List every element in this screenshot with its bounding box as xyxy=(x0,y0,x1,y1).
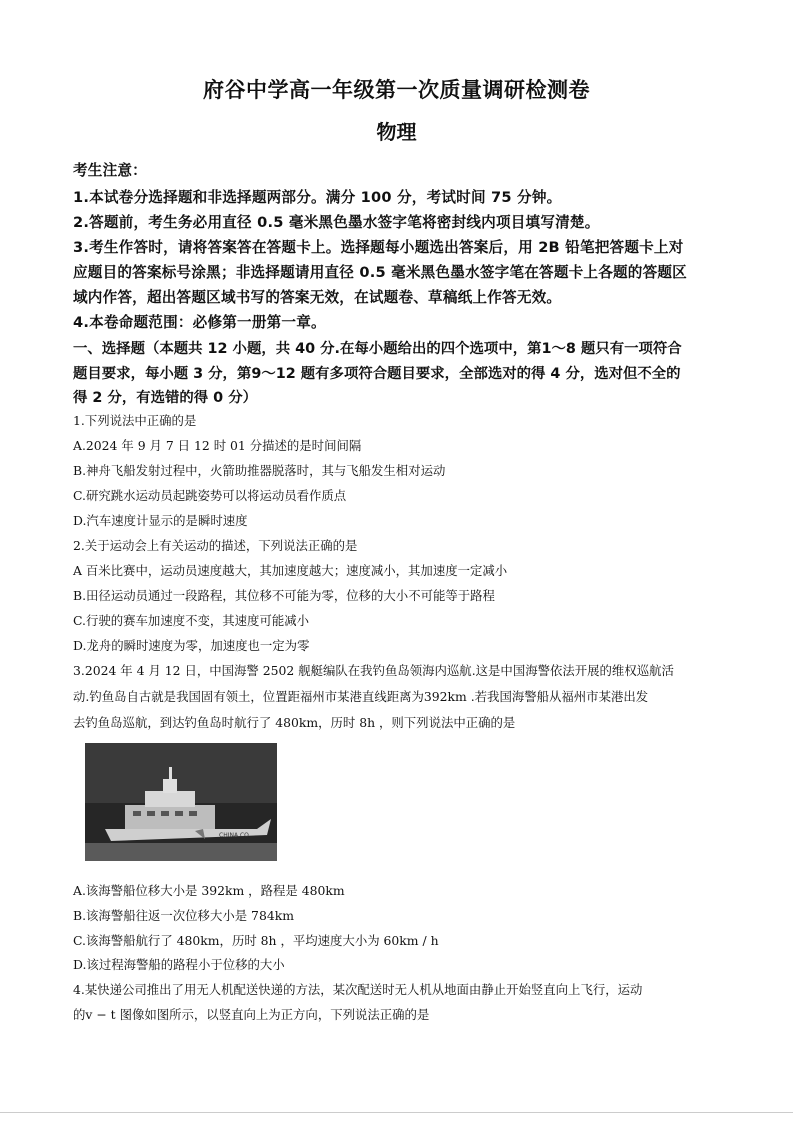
notice-item-3-line-2: 应题目的答案标号涂黑；非选择题请用直径 0.5 毫米黑色墨水签字笔在答题卡上各题的答题区 xyxy=(73,264,687,281)
coast-guard-ship-photo xyxy=(85,743,277,861)
exam-subject: 物理 xyxy=(376,120,417,144)
section-1-line-3: 得 2 分，有选错的得 0 分） xyxy=(73,390,257,406)
ship-illustration xyxy=(85,743,277,861)
q3-option-d: D.该过程海警船的路程小于位移的大小 xyxy=(73,957,285,972)
q1-stem: 1.下列说法中正确的是 xyxy=(73,413,197,428)
q2-option-d: D.龙舟的瞬时速度为零，加速度也一定为零 xyxy=(73,638,310,653)
section-1-line-2: 题目要求，每小题 3 分，第9～12 题有多项符合题目要求，全部选对的得 4 分，选对但不全的 xyxy=(73,366,681,382)
q3-option-b: B.该海警船往返一次位移大小是 784km xyxy=(73,908,294,923)
notice-item-3-line-3: 域内作答，超出答题区域书写的答案无效，在试题卷、草稿纸上作答无效。 xyxy=(73,289,562,306)
q2-option-c: C.行驶的赛车加速度不变，其速度可能减小 xyxy=(73,613,310,628)
exam-title: 府谷中学高一年级第一次质量调研检测卷 xyxy=(203,78,590,102)
q4-stem-line-2: 的v − t 图像如图所示，以竖直向上为正方向，下列说法正确的是 xyxy=(73,1007,430,1022)
q3-stem-line-3: 去钓鱼岛巡航，到达钓鱼岛时航行了 480km，历时 8h ，则下列说法中正确的是 xyxy=(73,715,516,730)
notice-item-2: 2.答题前，考生务必用直径 0.5 毫米黑色墨水签字笔将密封线内项目填写清楚。 xyxy=(73,214,600,231)
page-bottom-divider xyxy=(0,1112,793,1113)
q1-option-b: B.神舟飞船发射过程中，火箭助推器脱落时，其与飞船发生相对运动 xyxy=(73,463,446,478)
q1-option-d: D.汽车速度计显示的是瞬时速度 xyxy=(73,513,248,528)
q4-stem-line-1: 4.某快递公司推出了用无人机配送快递的方法，某次配送时无人机从地面由静止开始竖直向上飞行，运动 xyxy=(73,982,643,997)
q3-stem-line-1: 3.2024 年 4 月 12 日，中国海警 2502 舰艇编队在我钓鱼岛领海内巡航.这是中国海警依法开展的维权巡航活 xyxy=(73,663,674,678)
q2-option-b: B.田径运动员通过一段路程，其位移不可能为零，位移的大小不可能等于路程 xyxy=(73,588,495,603)
q2-option-a: A 百米比赛中，运动员速度越大，其加速度越大；速度减小，其加速度一定减小 xyxy=(73,563,508,578)
q1-option-a: A.2024 年 9 月 7 日 12 时 01 分描述的是时间间隔 xyxy=(73,438,362,453)
q3-stem-line-2: 动.钓鱼岛自古就是我国固有领土，位置距福州市某港直线距离为392km .若我国海警船从福州市某港出发 xyxy=(73,689,649,704)
q3-option-c: C.该海警船航行了 480km，历时 8h ，平均速度大小为 60km / h xyxy=(73,933,439,948)
q3-option-a: A.该海警船位移大小是 392km ，路程是 480km xyxy=(73,883,345,898)
ship-hull-lettering: CHINA CO xyxy=(219,832,249,839)
q2-stem: 2.关于运动会上有关运动的描述，下列说法正确的是 xyxy=(73,538,358,553)
notice-item-1: 1.本试卷分选择题和非选择题两部分。满分 100 分，考试时间 75 分钟。 xyxy=(73,189,562,206)
notice-heading: 考生注意： xyxy=(73,162,147,179)
notice-item-4: 4.本卷命题范围：必修第一册第一章。 xyxy=(73,314,326,331)
q1-option-c: C.研究跳水运动员起跳姿势可以将运动员看作质点 xyxy=(73,488,347,503)
section-1-line-1: 一、选择题（本题共 12 小题，共 40 分.在每小题给出的四个选项中，第1～8 题只有一项符合 xyxy=(73,341,682,357)
notice-item-3-line-1: 3.考生作答时，请将答案答在答题卡上。选择题每小题选出答案后，用 2B 铅笔把答题卡上对 xyxy=(73,239,684,256)
